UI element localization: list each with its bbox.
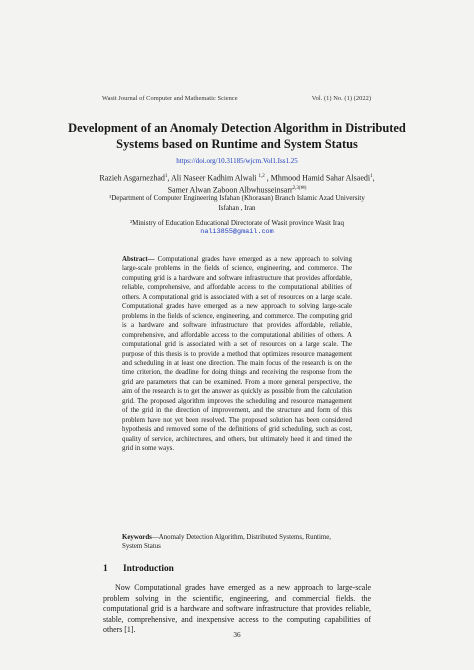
section-heading: [103, 564, 174, 574]
author-name: Ali Naseer Kadhim Alwali: [170, 173, 257, 183]
corresponding-email[interactable]: nali3855@gmail.com: [200, 228, 274, 236]
abstract-label: Abstract—: [122, 256, 155, 263]
author-affil-mark: 2,3(✉): [292, 185, 307, 191]
author-affil-mark: 1: [164, 174, 168, 179]
doi-link[interactable]: https://doi.org/10.31185/wjcm.Vol1.Iss1.25: [176, 157, 298, 165]
running-head: [102, 95, 371, 102]
author-affil-mark: 1,2: [258, 174, 265, 179]
keywords: [122, 533, 352, 552]
author-name: Samer Alwan Zaboon Albwhusseinsarr: [167, 185, 293, 195]
author-affil-mark: 1: [370, 174, 373, 179]
author-separator: ,: [264, 173, 271, 183]
abstract-text: Computational grades have emerged as a new approach to solving large-scale problems in the fields of science, engineering, and commerce. The computing grid is a hardware and software infrastructure that provides affordable, reliable, comprehensive, and affordable access to the computational abilities of others. A computational grid is associated with a set of resources on a large scale. Computational grades have emerged as a new approach to solving large-scale problems in the fields of science, engineering, and commerce. The computing grid is a hardware and software infrastructure that provides affordable, reliable, comprehensive, and affordable access to the computational abilities of others. A computational grid is associated with a set of resources on a large scale. The purpose of this thesis is to provide a method that optimizes resource management and scheduling in at least one direction. The main focus of the research is on the time criterion, the deadline for doing things and receiving the response from the grid are parameters that can be examined. From a more general perspective, the aim of the research is to get the answer as quickly as possible from the calculation grid. The proposed algorithm improves the scheduling and resource management of the grid in the direction of improvement, and the structure and form of this problem have not yet been resolved. The proposed solution has been considered hypothesis and removed some of the definitions of grid scheduling, such as cost, quality of service, architectures, and others, but ultimately heed it and timed the grid in some ways.: [122, 256, 352, 453]
section-number: 1: [103, 564, 108, 574]
abstract: [122, 255, 352, 454]
author-name: Mhmood Hamid Sahar Alsaedi: [270, 173, 371, 183]
page-number: 36: [233, 631, 241, 639]
keywords-label: Keywords: [122, 534, 152, 541]
author-name: Razieh Asgarnezhad: [99, 173, 165, 183]
intro-paragraph: Now Computational grades have emerged as a new approach to large-scale problem solving in the scientific, engineering, and commercial fields. the computational grid is a hardware and software infrastructure that provides reliable, stable, comprehensive, and inexpensive access to the computing capabilities of others [1].: [103, 583, 371, 635]
keywords-text: —Anomaly Detection Algorithm, Distributed Systems, Runtime, System Status: [122, 534, 332, 551]
affiliation-1: ¹Department of Computer Engineering Isfahan (Khorasan) Branch Islamic Azad University Isfahan , Iran: [109, 194, 365, 212]
section-title: Introduction: [123, 564, 174, 574]
journal-name: Wasit Journal of Computer and Mathematic Science: [102, 95, 238, 102]
volume-info: Vol. (1) No. (1) (2022): [311, 95, 371, 102]
author-separator: ,: [372, 173, 375, 183]
author-list: [98, 172, 376, 195]
paper-title: Development of an Anomaly Detection Algorithm in Distributed Systems based on Runtime and System Status: [68, 121, 406, 151]
author-separator: ,: [167, 173, 171, 183]
affiliation-2: ²Ministry of Education Educational Directorate of Wasit province Wasit Iraq: [130, 219, 344, 227]
